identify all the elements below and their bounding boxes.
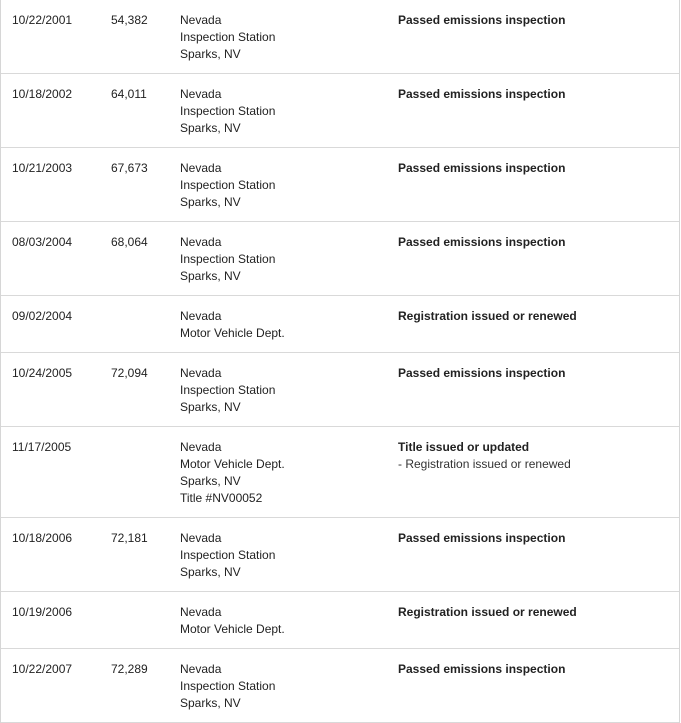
history-row	[1, 74, 679, 148]
source-line: Nevada	[180, 366, 222, 380]
record-mileage: 72,094	[111, 366, 148, 380]
source-line: Nevada	[180, 161, 222, 175]
source-line: Nevada	[180, 87, 222, 101]
record-comments	[398, 86, 565, 103]
source-line: Title #NV00052	[180, 491, 263, 505]
source-line: Sparks, NV	[180, 47, 241, 61]
record-event: Registration issued or renewed	[398, 309, 577, 323]
record-event: Passed emissions inspection	[398, 531, 566, 545]
record-event: Passed emissions inspection	[398, 13, 566, 27]
history-row	[1, 518, 679, 592]
record-source	[180, 439, 285, 507]
record-event: Passed emissions inspection	[398, 235, 566, 249]
history-row	[1, 222, 679, 296]
record-comments	[398, 439, 571, 473]
record-source	[180, 604, 285, 638]
history-row	[1, 148, 679, 222]
source-line: Sparks, NV	[180, 269, 241, 283]
record-date: 10/21/2003	[12, 161, 73, 175]
source-line: Nevada	[180, 440, 222, 454]
source-line: Sparks, NV	[180, 400, 241, 414]
source-line: Nevada	[180, 605, 222, 619]
history-row	[1, 649, 679, 723]
record-event: Title issued or updated	[398, 440, 530, 454]
record-mileage: 54,382	[111, 13, 148, 27]
record-source	[180, 160, 275, 211]
record-mileage: 72,181	[111, 531, 148, 545]
source-line: Inspection Station	[180, 178, 276, 192]
source-line: Inspection Station	[180, 548, 276, 562]
source-line: Nevada	[180, 662, 222, 676]
history-row	[1, 296, 679, 353]
record-comments	[398, 661, 565, 678]
record-source	[180, 234, 275, 285]
record-comments	[398, 12, 565, 29]
record-source	[180, 661, 275, 712]
history-row	[1, 427, 679, 518]
record-date: 10/24/2005	[12, 366, 73, 380]
source-line: Nevada	[180, 309, 222, 323]
source-line: Inspection Station	[180, 679, 276, 693]
source-line: Sparks, NV	[180, 195, 241, 209]
record-comments	[398, 604, 577, 621]
record-source	[180, 12, 275, 63]
record-source	[180, 308, 285, 342]
source-line: Sparks, NV	[180, 565, 241, 579]
record-comments	[398, 234, 565, 251]
source-line: Motor Vehicle Dept.	[180, 326, 285, 340]
record-event: Passed emissions inspection	[398, 662, 566, 676]
source-line: Nevada	[180, 13, 222, 27]
history-row	[1, 353, 679, 427]
record-mileage: 72,289	[111, 662, 148, 676]
source-line: Motor Vehicle Dept.	[180, 457, 285, 471]
record-source	[180, 530, 275, 581]
record-comments	[398, 530, 565, 547]
record-source	[180, 365, 275, 416]
record-mileage: 68,064	[111, 235, 148, 249]
record-comments	[398, 308, 577, 325]
record-comments	[398, 365, 565, 382]
record-date: 08/03/2004	[12, 235, 73, 249]
record-event: Passed emissions inspection	[398, 87, 566, 101]
source-line: Inspection Station	[180, 104, 276, 118]
source-line: Inspection Station	[180, 252, 276, 266]
source-line: Sparks, NV	[180, 474, 241, 488]
record-date: 10/18/2006	[12, 531, 73, 545]
source-line: Motor Vehicle Dept.	[180, 622, 285, 636]
record-mileage: 67,673	[111, 161, 148, 175]
record-event: Passed emissions inspection	[398, 161, 566, 175]
record-source	[180, 86, 275, 137]
source-line: Nevada	[180, 531, 222, 545]
source-line: Nevada	[180, 235, 222, 249]
record-date: 10/19/2006	[12, 605, 73, 619]
record-date: 11/17/2005	[12, 440, 72, 454]
record-date: 10/22/2007	[12, 662, 73, 676]
source-line: Sparks, NV	[180, 121, 241, 135]
history-row	[1, 0, 679, 74]
record-date: 10/22/2001	[12, 13, 73, 27]
record-event: Registration issued or renewed	[398, 605, 577, 619]
record-detail: - Registration issued or renewed	[398, 457, 571, 471]
history-row	[1, 592, 679, 649]
record-event: Passed emissions inspection	[398, 366, 566, 380]
record-date: 09/02/2004	[12, 309, 73, 323]
record-comments	[398, 160, 565, 177]
source-line: Sparks, NV	[180, 696, 241, 710]
record-mileage: 64,011	[111, 87, 147, 101]
record-date: 10/18/2002	[12, 87, 73, 101]
source-line: Inspection Station	[180, 30, 276, 44]
source-line: Inspection Station	[180, 383, 276, 397]
